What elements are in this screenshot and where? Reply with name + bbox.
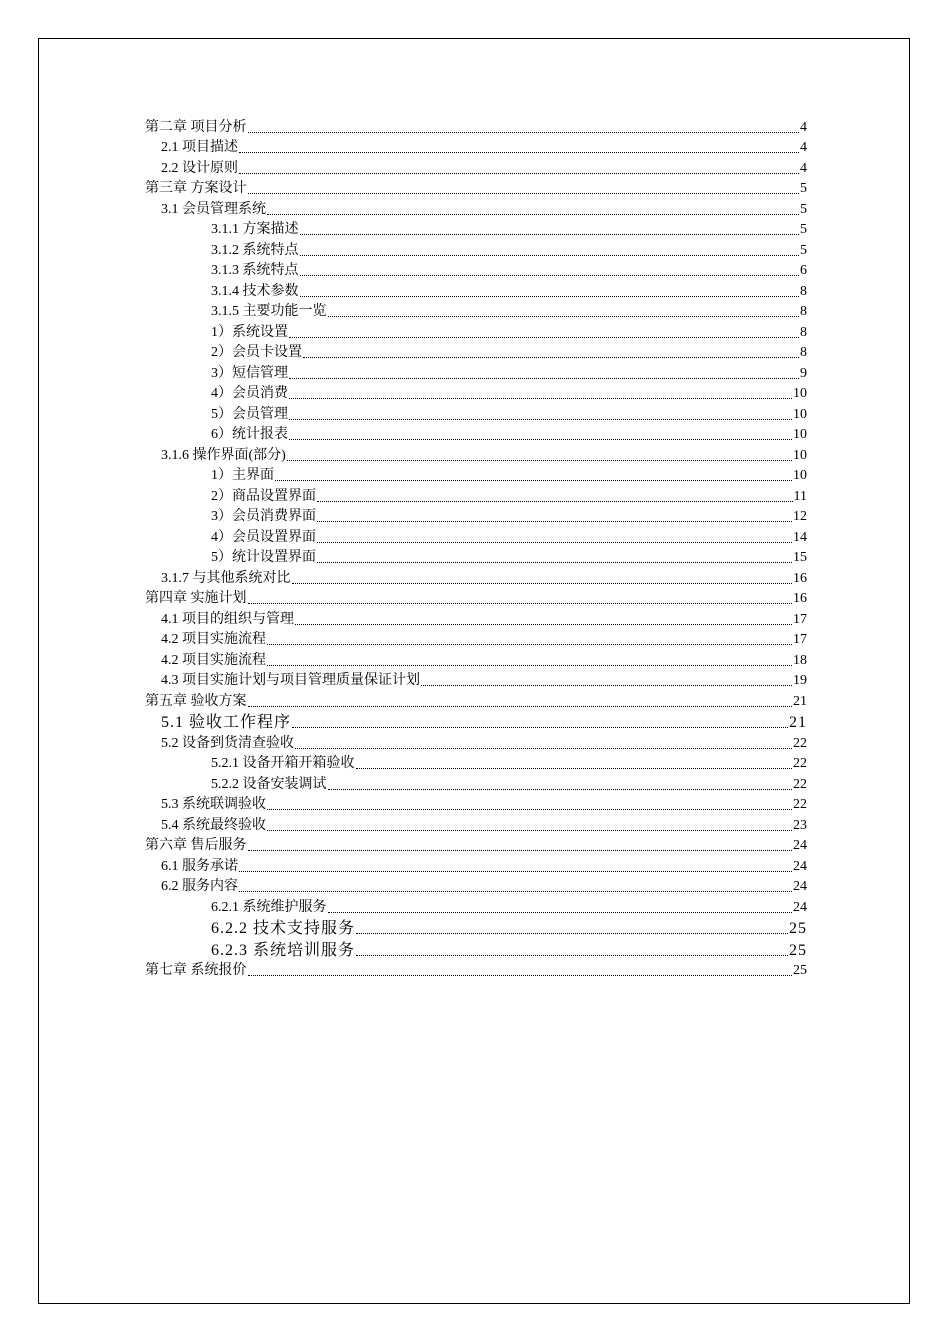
toc-dot-leader <box>248 132 800 133</box>
toc-entry[interactable] <box>145 896 807 917</box>
toc-dot-leader <box>239 871 792 872</box>
toc-entry-page-number: 22 <box>793 797 807 812</box>
toc-dot-leader <box>328 789 793 790</box>
toc-entry-title: 3.1.6 操作界面(部分) <box>161 447 286 463</box>
toc-entry-page-number: 6 <box>800 263 807 278</box>
toc-dot-leader <box>248 975 793 976</box>
toc-entry-page-number: 14 <box>793 529 807 545</box>
toc-entry-page-number: 21 <box>789 714 807 731</box>
toc-entry[interactable] <box>145 465 807 486</box>
toc-entry[interactable] <box>145 711 807 733</box>
toc-entry-page-number: 22 <box>793 776 807 792</box>
toc-dot-leader <box>317 501 793 502</box>
toc-entry-title: 3）会员消费界面 <box>211 509 316 524</box>
toc-entry[interactable] <box>145 506 807 527</box>
toc-dot-leader <box>317 542 792 543</box>
toc-entry-page-number: 10 <box>793 406 807 422</box>
toc-entry[interactable] <box>145 137 807 158</box>
toc-dot-leader <box>328 912 793 913</box>
toc-entry-title: 6）统计报表 <box>211 427 288 442</box>
toc-entry-title: 5）统计设置界面 <box>211 550 316 565</box>
toc-entry[interactable] <box>145 855 807 876</box>
toc-entry-title: 2.2 设计原则 <box>161 160 238 176</box>
toc-entry-page-number: 5 <box>800 242 807 258</box>
toc-dot-leader <box>275 480 792 481</box>
toc-dot-leader <box>295 748 792 749</box>
toc-entry[interactable] <box>145 835 807 856</box>
toc-entry-title: 1）系统设置 <box>211 324 288 340</box>
toc-entry[interactable] <box>145 485 807 506</box>
toc-entry[interactable] <box>145 588 807 609</box>
toc-dot-leader <box>248 706 793 707</box>
toc-entry-title: 第三章 方案设计 <box>145 181 247 196</box>
toc-entry-page-number: 8 <box>800 304 807 319</box>
toc-dot-leader <box>248 603 793 604</box>
toc-dot-leader <box>248 193 800 194</box>
toc-entry-page-number: 22 <box>793 756 807 771</box>
toc-entry[interactable] <box>145 876 807 897</box>
toc-dot-leader <box>300 275 800 276</box>
toc-entry[interactable] <box>145 773 807 794</box>
toc-dot-leader <box>317 562 792 563</box>
toc-entry[interactable] <box>145 342 807 363</box>
toc-entry[interactable] <box>145 938 807 960</box>
toc-entry[interactable] <box>145 444 807 465</box>
toc-dot-leader <box>421 685 792 686</box>
toc-entry-title: 第五章 验收方案 <box>145 693 247 709</box>
toc-dot-leader <box>239 891 792 892</box>
toc-entry[interactable] <box>145 814 807 835</box>
toc-entry-page-number: 9 <box>800 365 807 381</box>
toc-dot-leader <box>267 644 792 645</box>
toc-dot-leader <box>289 398 792 399</box>
toc-entry-title: 4.2 项目实施流程 <box>161 652 266 668</box>
toc-dot-leader <box>289 378 799 379</box>
toc-entry-page-number: 17 <box>793 611 807 627</box>
toc-entry-title: 第七章 系统报价 <box>145 963 247 978</box>
toc-entry[interactable] <box>145 198 807 219</box>
toc-entry-title: 5.2 设备到货清查验收 <box>161 735 294 751</box>
toc-entry-title: 3.1.7 与其他系统对比 <box>161 570 291 586</box>
toc-entry-title: 第二章 项目分析 <box>145 119 247 135</box>
toc-entry-title: 4.3 项目实施计划与项目管理质量保证计划 <box>161 673 420 688</box>
toc-entry[interactable] <box>145 219 807 240</box>
toc-entry-title: 3.1.4 技术参数 <box>211 283 299 299</box>
toc-dot-leader <box>239 173 799 174</box>
toc-entry[interactable] <box>145 629 807 650</box>
toc-entry[interactable] <box>145 239 807 260</box>
toc-entry-title: 5.1 验收工作程序 <box>161 714 292 731</box>
toc-entry-title: 5）会员管理 <box>211 406 288 422</box>
toc-entry-title: 5.2.2 设备安装调试 <box>211 776 327 792</box>
toc-entry[interactable] <box>145 403 807 424</box>
toc-entry[interactable] <box>145 917 807 939</box>
toc-dot-leader <box>300 255 800 256</box>
toc-entry-page-number: 24 <box>793 858 807 874</box>
toc-dot-leader <box>317 521 792 522</box>
toc-dot-leader <box>356 955 788 956</box>
toc-entry[interactable] <box>145 547 807 568</box>
toc-entry-title: 3.1.1 方案描述 <box>211 222 299 237</box>
toc-entry-page-number: 24 <box>793 838 807 853</box>
toc-entry-page-number: 10 <box>793 427 807 442</box>
toc-dot-leader <box>248 850 793 851</box>
toc-entry-page-number: 8 <box>800 345 807 360</box>
toc-entry-title: 第六章 售后服务 <box>145 838 247 853</box>
toc-entry-title: 6.2.2 技术支持服务 <box>211 920 356 937</box>
toc-entry[interactable] <box>145 670 807 691</box>
toc-entry-page-number: 25 <box>793 963 807 978</box>
toc-dot-leader <box>267 214 799 215</box>
toc-entry[interactable] <box>145 362 807 383</box>
toc-dot-leader <box>289 439 792 440</box>
toc-entry-page-number: 8 <box>800 283 807 299</box>
toc-entry-page-number: 5 <box>800 201 807 217</box>
toc-entry-title: 5.2.1 设备开箱开箱验收 <box>211 756 355 771</box>
toc-entry[interactable] <box>145 321 807 342</box>
toc-dot-leader <box>356 768 793 769</box>
toc-entry-title: 4.2 项目实施流程 <box>161 632 266 647</box>
toc-dot-leader <box>267 809 792 810</box>
toc-entry-page-number: 4 <box>800 119 807 135</box>
toc-entry-page-number: 23 <box>793 817 807 833</box>
toc-entry-page-number: 10 <box>793 386 807 401</box>
toc-entry-title: 5.4 系统最终验收 <box>161 817 266 833</box>
toc-entry-title: 2.1 项目描述 <box>161 140 238 155</box>
toc-entry-title: 4）会员设置界面 <box>211 529 316 545</box>
toc-dot-leader <box>287 460 792 461</box>
toc-dot-leader <box>289 337 799 338</box>
toc-dot-leader <box>239 152 799 153</box>
toc-dot-leader <box>292 727 788 728</box>
toc-entry-page-number: 24 <box>793 879 807 894</box>
toc-entry[interactable] <box>145 753 807 774</box>
toc-entry-page-number: 4 <box>800 140 807 155</box>
toc-entry-page-number: 21 <box>793 693 807 709</box>
toc-entry[interactable] <box>145 567 807 588</box>
toc-dot-leader <box>300 234 800 235</box>
toc-entry[interactable] <box>145 649 807 670</box>
toc-entry-page-number: 25 <box>789 941 807 959</box>
toc-entry-title: 3.1.3 系统特点 <box>211 263 299 278</box>
toc-entry-page-number: 22 <box>793 735 807 751</box>
toc-entry-page-number: 12 <box>793 509 807 524</box>
toc-dot-leader <box>300 296 800 297</box>
toc-dot-leader <box>356 933 788 934</box>
toc-entry-page-number: 15 <box>793 550 807 565</box>
toc-entry-title: 第四章 实施计划 <box>145 591 247 606</box>
toc-entry[interactable] <box>145 260 807 281</box>
toc-entry-page-number: 24 <box>793 899 807 915</box>
toc-entry-title: 3.1.5 主要功能一览 <box>211 304 327 319</box>
toc-entry[interactable] <box>145 526 807 547</box>
toc-entry[interactable] <box>145 157 807 178</box>
toc-entry[interactable] <box>145 424 807 445</box>
toc-entry-title: 2）商品设置界面 <box>211 488 316 504</box>
toc-dot-leader <box>328 316 800 317</box>
toc-entry-page-number: 19 <box>793 673 807 688</box>
toc-entry-title: 3.1 会员管理系统 <box>161 201 266 217</box>
toc-entry[interactable] <box>145 960 807 981</box>
toc-entry[interactable] <box>145 178 807 199</box>
toc-entry-title: 2）会员卡设置 <box>211 345 302 360</box>
toc-entry-page-number: 4 <box>800 160 807 176</box>
toc-entry-title: 6.2.1 系统维护服务 <box>211 899 327 915</box>
toc-entry-title: 5.3 系统联调验收 <box>161 797 266 812</box>
toc-entry[interactable] <box>145 794 807 815</box>
toc-entry-page-number: 5 <box>800 181 807 196</box>
toc-dot-leader <box>267 830 792 831</box>
toc-entry[interactable] <box>145 383 807 404</box>
toc-dot-leader <box>289 419 792 420</box>
toc-entry[interactable] <box>145 301 807 322</box>
toc-entry-page-number: 17 <box>793 632 807 647</box>
toc-entry-title: 4.1 项目的组织与管理 <box>161 611 294 627</box>
toc-dot-leader <box>292 583 793 584</box>
toc-entry-title: 6.2 服务内容 <box>161 879 238 894</box>
table-of-contents <box>145 116 807 980</box>
toc-entry[interactable] <box>145 732 807 753</box>
toc-entry-title: 3）短信管理 <box>211 365 288 381</box>
toc-dot-leader <box>295 624 792 625</box>
toc-entry[interactable] <box>145 280 807 301</box>
toc-entry-title: 1）主界面 <box>211 468 274 483</box>
toc-entry[interactable] <box>145 116 807 137</box>
toc-entry-title: 6.2.3 系统培训服务 <box>211 941 356 959</box>
toc-entry[interactable] <box>145 690 807 711</box>
toc-entry-page-number: 18 <box>793 652 807 668</box>
toc-entry-page-number: 25 <box>789 920 807 937</box>
toc-entry-page-number: 16 <box>793 591 807 606</box>
toc-entry-title: 4）会员消费 <box>211 386 288 401</box>
toc-entry-page-number: 10 <box>793 468 807 483</box>
toc-entry-title: 6.1 服务承诺 <box>161 858 238 874</box>
toc-entry-page-number: 8 <box>800 324 807 340</box>
toc-entry-page-number: 5 <box>800 222 807 237</box>
toc-entry-page-number: 10 <box>793 447 807 463</box>
toc-entry-page-number: 16 <box>793 570 807 586</box>
toc-entry-page-number: 11 <box>793 488 807 504</box>
toc-entry[interactable] <box>145 608 807 629</box>
toc-dot-leader <box>303 357 799 358</box>
toc-entry-title: 3.1.2 系统特点 <box>211 242 299 258</box>
toc-dot-leader <box>267 665 792 666</box>
